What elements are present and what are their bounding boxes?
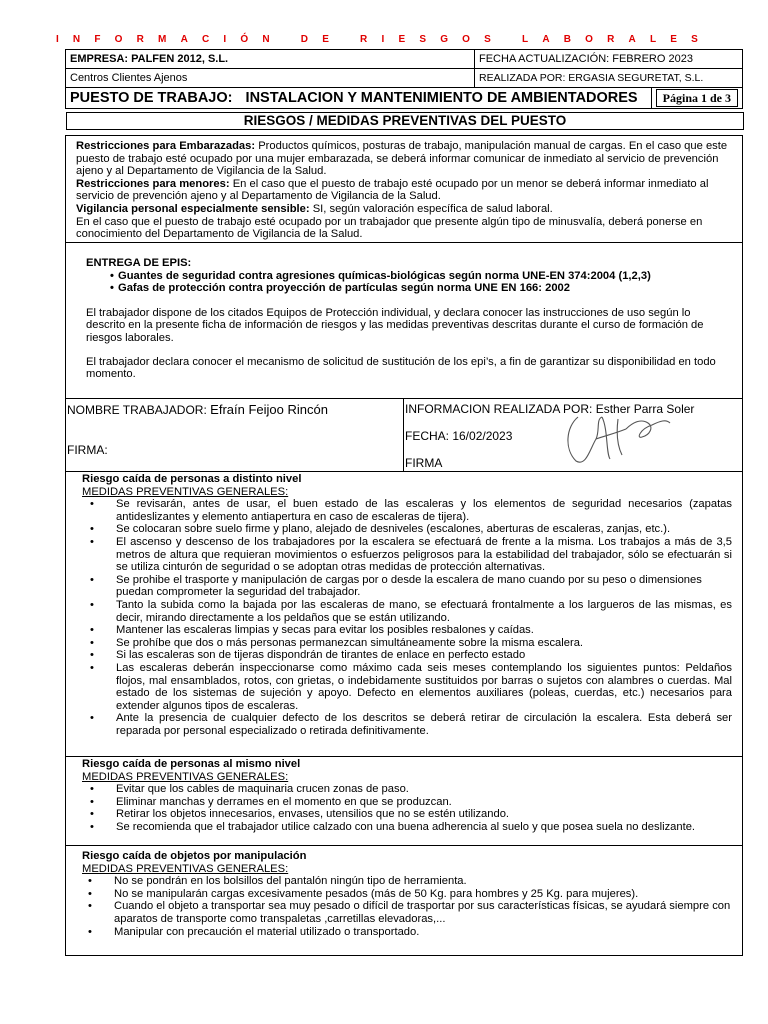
section-title: RIESGOS / MEDIDAS PREVENTIVAS DEL PUESTO [66, 112, 744, 130]
medida-item: • Evitar que los cables de maquinaria crucen zonas de paso. [90, 783, 409, 796]
minusvalia-text: En el caso que el puesto de trabajo esté ocupado por un trabajador que presente algún tipo de minusvalía, deberá ponerse en conocimiento del Departamento de Vigilancia de la Salud. [76, 215, 703, 241]
medidas-list [82, 783, 742, 833]
medida-item: • Si las escaleras son de tijeras dispondrán de tirantes de enlace en perfecto estado [90, 649, 526, 662]
epis-list [86, 270, 732, 295]
medida-item: • Se prohibe el trasporte y manipulación de cargas por o desde la escalera de mano cuando por su peso o dimensiones puedan comprometer la seguridad del trabajador. [90, 573, 702, 599]
firma-label: FIRMA [405, 456, 443, 470]
medidas-subtitle: MEDIDAS PREVENTIVAS GENERALES: [82, 770, 289, 783]
puesto-value: INSTALACION Y MANTENIMIENTO DE AMBIENTADORES [245, 90, 638, 106]
restriccion-menores: Restricciones para menores: En el caso que el puesto de trabajo esté ocupado por un menor se deberá informar inmediato al servicio de prevención ajeno y al Departamento de Vigilancia de la Salud. [76, 177, 709, 203]
riesgo-box-objetos [65, 845, 743, 956]
riesgo-title: Riesgo caída de objetos por manipulación [82, 850, 307, 862]
medidas-subtitle: MEDIDAS PREVENTIVAS GENERALES: [82, 862, 289, 875]
restriccion-embarazadas: Restricciones para Embarazadas: Productos químicos, posturas de trabajo, manipulación manual de cargas. En el caso que este puesto de trabajo esté ocupado por una mujer embarazada, se deberá informar comunicar de inmediato al servicio de prevención ajeno y al Departamento de Vigilancia de la Salud. [76, 140, 728, 178]
riesgo-box-distinto-nivel [65, 471, 743, 757]
puesto-cell [66, 88, 652, 109]
empresa-cell: EMPRESA: PALFEN 2012, S.L. [66, 50, 475, 69]
riesgo-title: Riesgo caída de personas a distinto nivel [82, 473, 302, 485]
epis-item: • Guantes de seguridad contra agresiones químicas-biológicas según norma UNE-EN 374:2004 (1,2,3) [110, 269, 651, 282]
medida-item: • No se pondrán en los bolsillos del pantalón ningún tipo de herramienta. [88, 875, 467, 888]
medida-item: • Tanto la subida como la bajada por las escaleras de mano, se efectuará frontalmente a los largueros de las mismas, es decir, mirando directamente a los peldaños que se están utilizando. [90, 598, 732, 624]
medida-item: • Retirar los objetos innecesarios, envases, utensilios que no se estén utilizando. [90, 808, 510, 821]
header-table [65, 49, 743, 109]
nombre-trabajador: NOMBRE TRABAJADOR: Efraín Feijoo Rincón [67, 402, 328, 417]
restricciones-box [65, 135, 743, 243]
medidas-list [82, 498, 742, 737]
medida-item: • Cuando el objeto a transportar sea muy pesado o difícil de trasportar por sus características físicas, se ayudará siempre con aparatos de transporte como transpaletas ,carretillas elevadoras,... [88, 900, 731, 925]
medida-item: • Se recomienda que el trabajador utilice calzado con una buena adherencia al suelo y que posea suela no deslizante. [90, 820, 696, 833]
medida-item: • Se prohíbe que dos o más personas permanezcan simultáneamente sobre la misma escalera. [90, 636, 584, 649]
medidas-subtitle: MEDIDAS PREVENTIVAS GENERALES: [82, 485, 289, 498]
firma-trabajador-label: FIRMA: [67, 443, 108, 457]
epis-paragraph-1: El trabajador dispone de los citados Equipos de Protección individual, y declara conocer las instrucciones de uso según lo descrito en la presente ficha de información de riesgos y las medidas preventivas descritas durante el curso de formación de riesgos laborales. [86, 306, 704, 344]
riesgo-title: Riesgo caída de personas al mismo nivel [82, 758, 301, 770]
informacion-realizada: INFORMACION REALIZADA POR: Esther Parra Soler [405, 402, 695, 416]
epis-item: • Gafas de protección contra proyección de partículas según norma UNE EN 166: 2002 [110, 282, 570, 295]
medida-item: • Ante la presencia de cualquier defecto de los descritos se deberá retirar de circulación la escalera. Esta deberá ser reparada por personal especializado o retirada definitivamente. [90, 712, 732, 737]
medida-item: • Eliminar manchas y derrames en el momento en que se produzcan. [90, 795, 452, 808]
realizada-por-cell: REALIZADA POR: ERGASIA SEGURETAT, S.L. [475, 69, 743, 88]
medida-item: • Se colocaran sobre suelo firme y plano, alejado de desniveles (escalones, aberturas de escaleras, zanjas, etc.). [90, 523, 671, 536]
document-title: INFORMACIÓN DE RIESGOS LABORALES [55, 34, 713, 45]
epis-paragraph-2: El trabajador declara conocer el mecanismo de solicitud de sustitución de los epi’s, a fin de garantizar su disponibilidad en todo momento. [86, 355, 716, 381]
fecha-actualizacion-cell: FECHA ACTUALIZACIÓN: FEBRERO 2023 [475, 50, 743, 69]
signature-box [65, 398, 743, 472]
vigilancia-sensible: Vigilancia personal especialmente sensible: SI, según valoración específica de salud laboral. [76, 202, 553, 215]
epis-heading: ENTREGA DE EPIS: [86, 257, 192, 269]
medida-item: • El ascenso y descenso de los trabajadores por la escalera se efectuará de frente a la misma. Los trabajos a más de 3,5 metros de altura que requieran movimientos o esfuerzos peligrosos para la estabilidad del trabajador, sólo se efectuarán si se utiliza cinturón de seguridad o se adoptan otras medidas de protección alternativas. [90, 535, 732, 574]
puesto-label: PUESTO DE TRABAJO: [70, 90, 233, 106]
medida-item: • Se revisarán, antes de usar, el buen estado de las escaleras y los elementos de seguridad necesarios (zapatas antideslizantes y elemento antiapertura en caso de escaleras de tijera). [90, 498, 732, 523]
epis-box [65, 242, 743, 399]
pagina-cell [651, 88, 742, 109]
medida-item: • No se manipularán cargas excesivamente pesados (más de 50 Kg. para hombres y 25 Kg. para mujeres). [88, 887, 639, 900]
medida-item: • Las escaleras deberán inspeccionarse como máximo cada seis meses contemplando los siguientes puntos: Peldaños flojos, mal ensamblados, rotos, con grietas, o indebidamente sustituidos por barras o sujetos con alambres o cuerdas. Mal estado de los sistemas de sujeción y apoyo. Defecto en elementos auxiliares (poleas, cuerdas, etc.) necesarios para extender algunos tipos de escaleras. [90, 661, 732, 712]
riesgo-box-mismo-nivel [65, 756, 743, 846]
medida-item: • Manipular con precaución el material utilizado o transportado. [88, 925, 420, 938]
page-number: Página 1 de 3 [656, 89, 738, 107]
medidas-list [82, 875, 742, 938]
fecha-firma: FECHA: 16/02/2023 [405, 429, 513, 443]
medida-item: • Mantener las escaleras limpias y secas para evitar los posibles resbalones y caídas. [90, 624, 534, 637]
centros-cell: Centros Clientes Ajenos [66, 69, 475, 88]
signature-scribble [556, 409, 676, 469]
